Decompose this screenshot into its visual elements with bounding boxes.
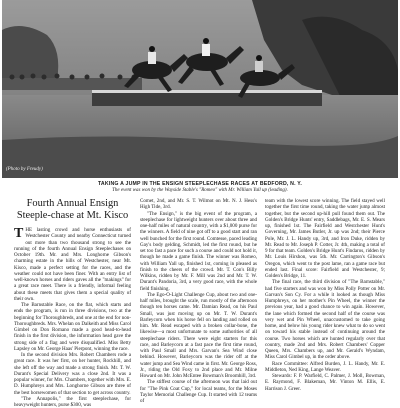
article-paragraph: "The Annapolis," the first steeplechase, for heavyweight hunters, purse $300, was <box>14 395 131 408</box>
article-column-2 <box>140 198 257 404</box>
article-paragraph: The stiffest course of the afternoon was that laid out for "The Pink Coat Cup," for local teams, for the Moses Taylor Memorial Challenge Cup. It started with 12 teams of <box>140 379 257 404</box>
article-paragraph: Race Committee: Alfred Burden, J. L. Handy, Mr. E. Middleton, Ned King, Lange Weaver. <box>265 360 385 373</box>
caption-sub: The event was won by the Wayside Stable's "Romeo" with Mr. William Yall up (leading). <box>112 188 288 193</box>
photo-credit: (Photo by Freudy) <box>6 167 43 172</box>
article-paragraph: In the second division Mrs. Robert Chambers rode a great race. It was her first, on her hunter, Rockhill, and she left off the way and made a strong finish. Mr. T. W. Durant's Special Delivery was a close 2nd. It was a popular winner, for Mrs. Chambers, together with Mrs. E. D. Humphreys and Mrs. Longhorne Gibson are three of the best horsewomen of that section to get across country. <box>14 352 131 396</box>
race-jump-illustration <box>2 0 398 178</box>
paragraph-text: HE lasting crowd and horse enthusiasts of Westchester County and nearby Connecticut turned out more than two thousand strong to see the running of the fourth Annual Ensign Steeplechases on October 19th. Mr. and Mrs. Longhorne Gibson's charming estate in the hills of Westchester, near Mt. Kisco, made a perfect setting for the races, and the weather could not have been finer. With an entry list of well-known horses and riders gaves all the "makings" for a great race meet. There is a friendly, informal feeling about these meets that gives them a special quality of their own. <box>14 227 131 302</box>
article-headline: Fourth Annual Ensign Steeple-chase at Mt. Kisco <box>16 198 129 221</box>
caption-main: TAKING A JUMP IN THE ENSIGN STEEPLECHASE RACES AT BEDFORD, N. Y. <box>97 181 303 187</box>
photo-caption <box>0 181 400 194</box>
article-paragraph: The final race, the third division of "The Barnstable," had five starters and was won by Miss Polly Potter on Mr. Garvan's Son Cy. For a while it looked as though Miss Humphreys, on her mother's Pin Wheel, the winner the previous year, had a good chance to win again. However, the lane which formed the second half of the course was very wet and Pin Wheel, unaccustomed to take going home, and below his young rider knew what to do so went on toward his stable instead of continuing around the course. Two horses which are hunted regularly over that country, made 2nd and Mrs. Robert Chambers' Copper Queen, Mrs. Chambers up, and Mr. Gerald's Wyndam, Miss Carol Gimbel up, in the order above. <box>265 279 385 361</box>
article-paragraph: Comet, 2nd, and Mr. S. T. Wilmot on Mt. N. J. Hess's High Tide, 3rd. <box>140 198 257 211</box>
article-paragraph <box>14 227 131 302</box>
article-paragraph: "The Ensign," is the big event of the program, a steeplechase for lightweight hunters over about three and one-half miles of natural country, with a $1,000 purse for the winners. A field of nine got off to a good start and ran well bunched for the first round. Comtesse, paced leading Gay's body gelding, Schmidt, led the first round, but he set too fast a pace for such a course and could not hold it, though he made a game finish. The winner was Romeo, with William Yall up, finished 1st, coming in pleased as finish to the cheers of the crowd. Mr. T. Con's Billy Wilkins, ridden by Mr. F. Mill was 2nd and Mr. T. W. Durant's Pandoria, 3rd, a very good race, with the whole field finishing. <box>140 210 257 292</box>
article-column-3 <box>265 198 385 400</box>
article-paragraph: The Ego-O-Light Challenge Cup, about two and one-half miles, brought the scale, run mostly of the afternoon though ten horses came. Mr. Damian Read, on his Paul Small, was just moving up on Mr. T. W. Durant's Barleycorn when his horse fell on landing and rolled on him. Mr. Read escaped with a broken collar-bone, the likewise—a most unfortunate to some authorities of all steeplechase riders. There were eight starters for this race, and Barleycorn at a fast pace the first time round, with Paul Small and Mrs. Garvan's Sea Wind close behind. However, Barleycorn was the rider off at the water jump and Sea Wind came in first. Mr. George Ross, Jr., riding the Old Foxy to 2nd place and Mr. Milne Howard on Mr. John McEntee Bowman's Broomhill, 3rd. <box>140 291 257 379</box>
article-column-1 <box>14 198 131 408</box>
article-paragraph: team with the lowest score winning. The field stayed well together the first time round, taking the water jump almost together, but the second up-hill pull found them out. The Golden's Bridge Hunts' entry, Saddlebags, Mr. E. S. Mears up, finished 1st. The Fairfield and Westchester Hunt's Governing, Mr. James Butler, Jr. up was 2nd; their Pierce Pole, Mr. J. L. Handy up, 3rd, and Iron Duke, ridden by Mr. Read to Mr. Joseph P. Cotter, Jr. 4th, making a total of 9 for that team. Golden's Bridge Hunt's Findaros, ridden by Mr. Louis Hirshon, was 5th. Mr. Carrington's Gibson's Oregon, which went to the post lame, ran a game race but ended last. Final score: Fairfield and Westchester, 9; Golden's Bridge, 11. <box>265 198 385 279</box>
article-paragraph: The Barnstable Race, on the flat, which starts and ends the program, is run in three divisions, two at the beginning for Thoroughbreds, and one at the end for non-Thoroughbreds. Mrs. Whelan on Dalkeith and Miss Carol Gimbel on Don Romano made a good head-to-head finish in the first division, the information head gave the strong side of a flag and were disqualified. Miss Betty Lapsley on Mr. George Haas' Pierpont, winning the race. <box>14 302 131 352</box>
steeplechase-photo <box>2 0 398 178</box>
drop-cap: T <box>14 226 24 241</box>
article-paragraph: Stewards: F. P. Warfield, C. Palmer, J. Moll, Bowman, E. Raymond, F. Blakeman, Mr. Vinton M. Ellis, E. Harrison J. Greer. <box>265 373 385 392</box>
